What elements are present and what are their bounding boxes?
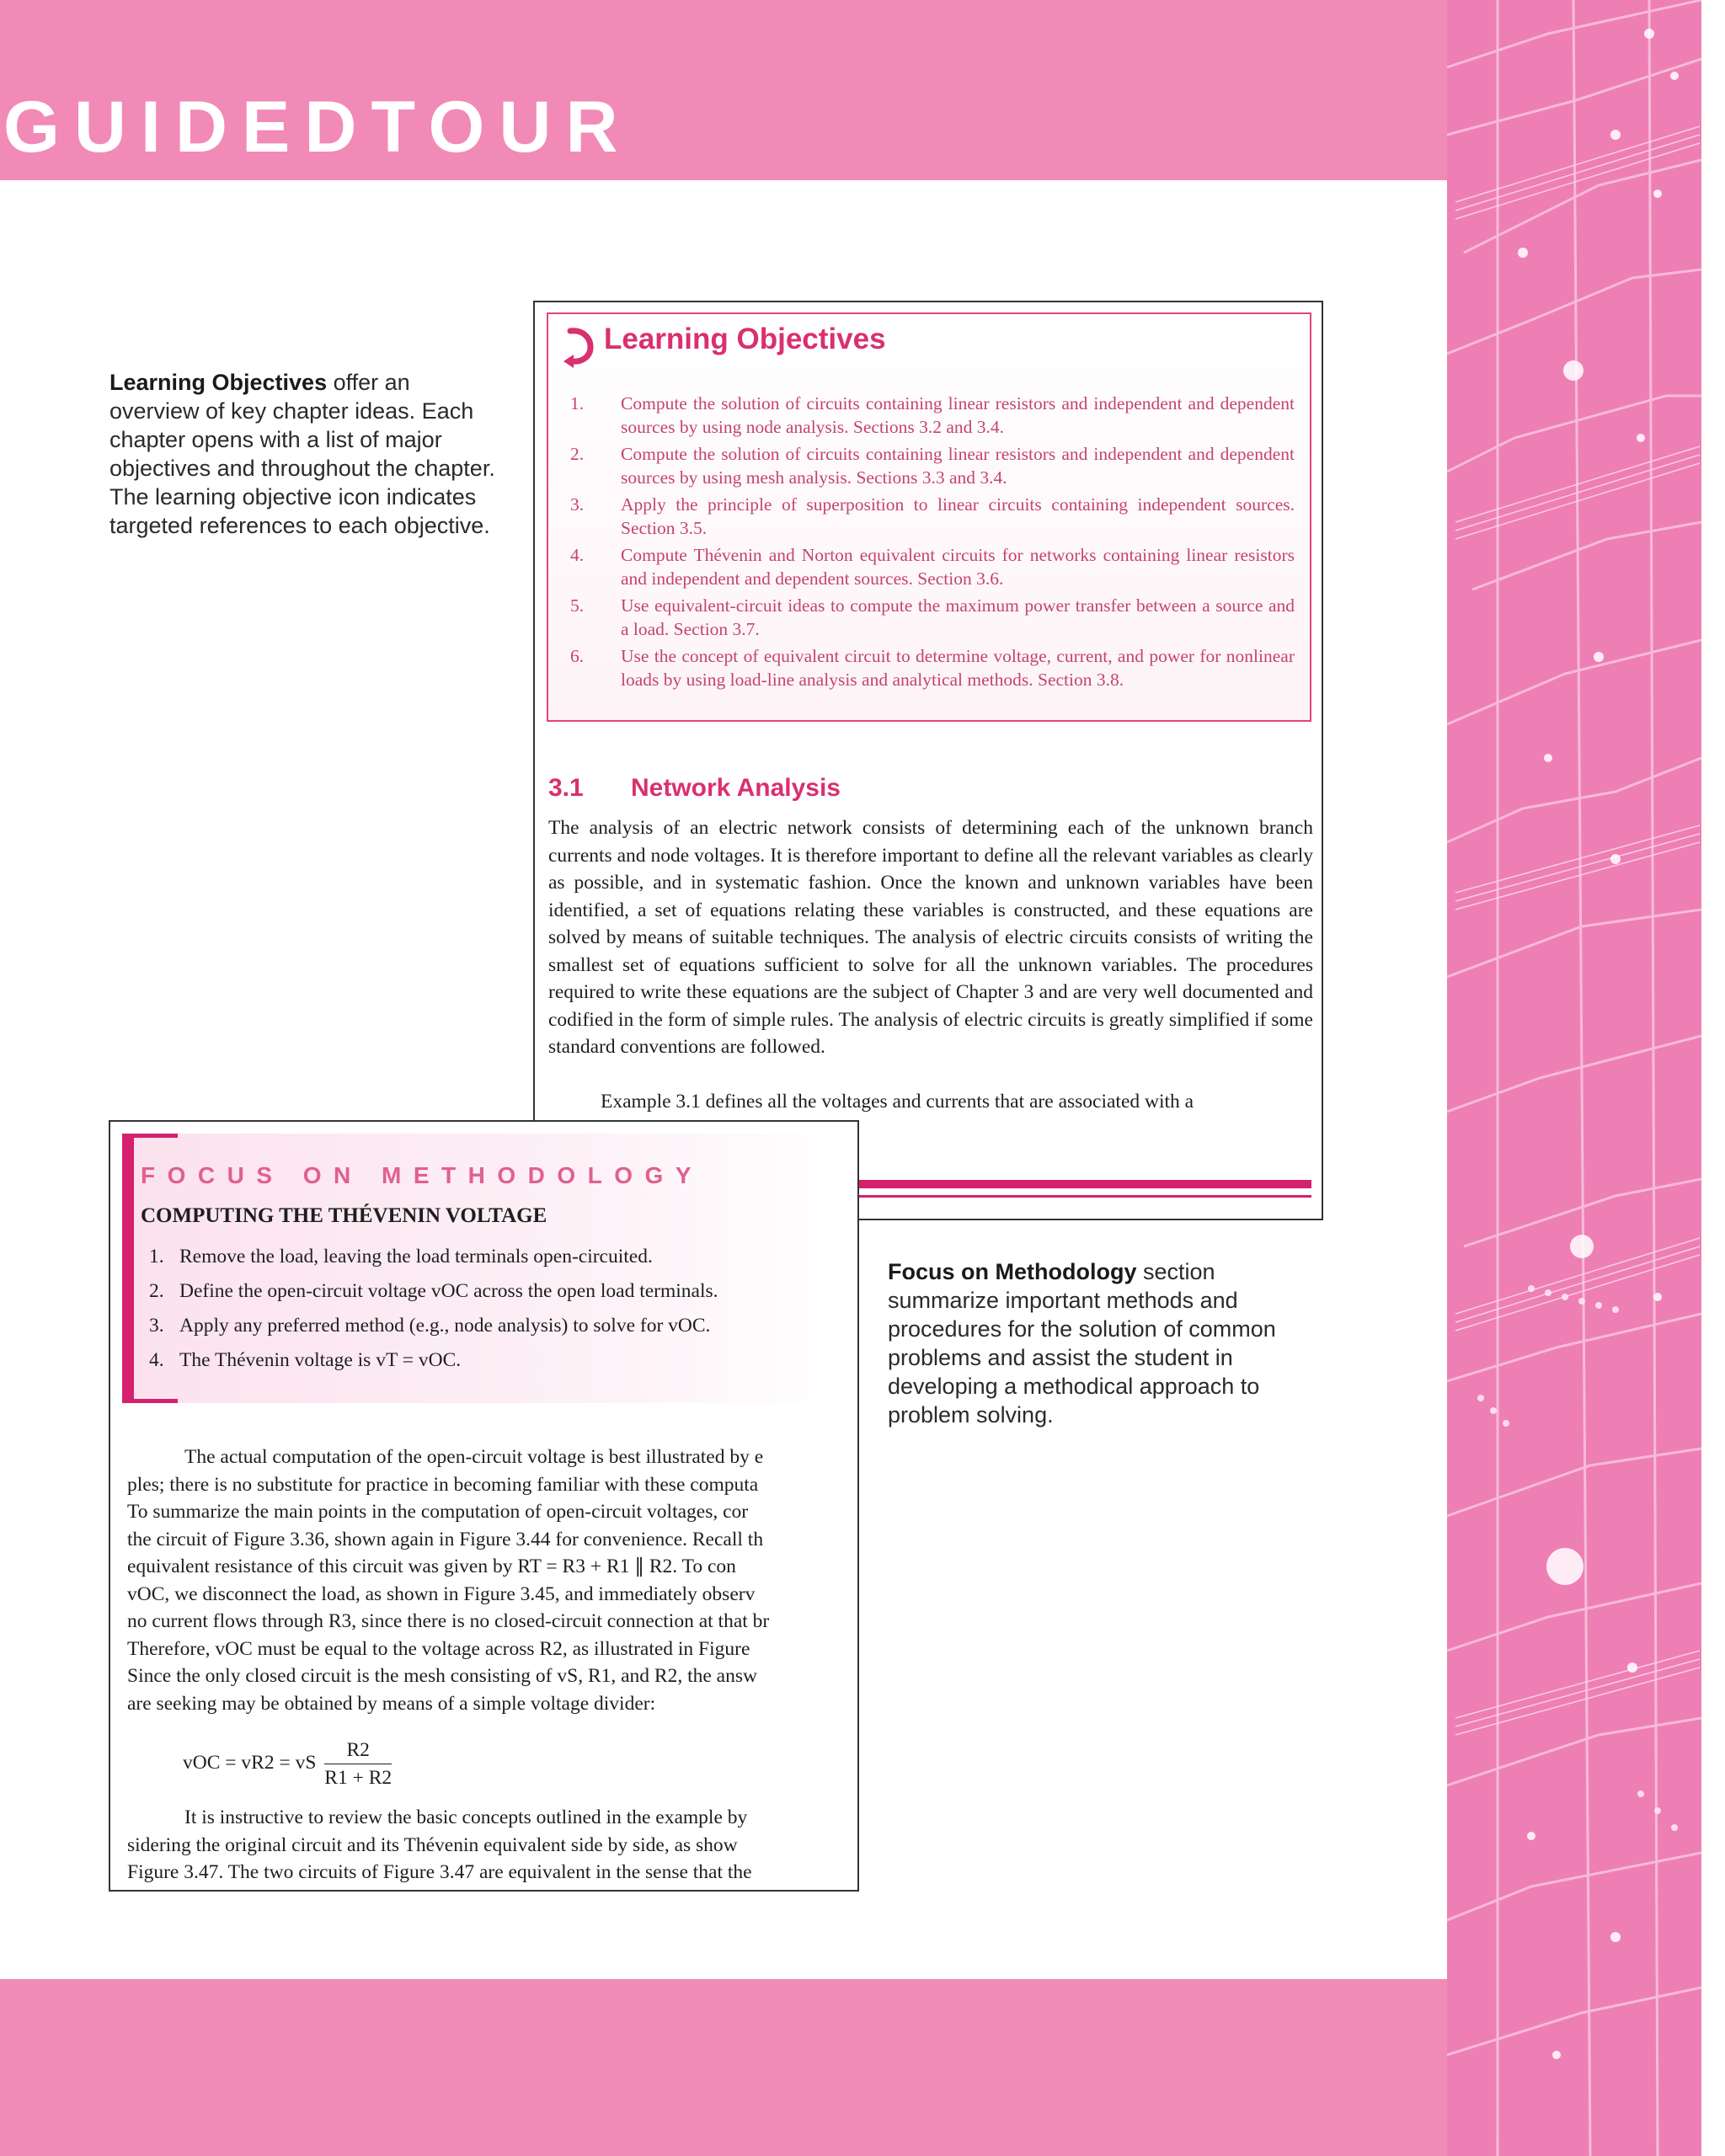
objective-number: 6.: [570, 646, 585, 666]
page-title: GUIDEDTOUR: [3, 87, 633, 168]
learning-objectives-page-sample: [533, 301, 1323, 1220]
objective-number: 3.: [570, 494, 585, 515]
body-line: To summarize the main points in the computation of open-circuit voltages, cor: [127, 1501, 749, 1523]
objective-item: [570, 392, 1295, 439]
objective-item: [570, 644, 1295, 691]
methodology-step: [141, 1309, 814, 1343]
caption-bold-term: Learning Objectives: [109, 370, 328, 395]
learning-objectives-box: [547, 312, 1311, 722]
equation-lhs: vOC = vR2 = vS: [183, 1751, 317, 1774]
equation-numerator: R2: [346, 1739, 370, 1761]
step-number: 3.: [149, 1315, 164, 1337]
step-text: Remove the load, leaving the load terminals open-circuited.: [179, 1246, 653, 1267]
methodology-title: COMPUTING THE THÉVENIN VOLTAGE: [141, 1204, 547, 1227]
step-text: Define the open-circuit voltage vOC across the open load terminals.: [179, 1280, 718, 1302]
objective-item: [570, 543, 1295, 590]
methodology-body-text: [127, 1444, 859, 1717]
objective-item: [570, 493, 1295, 540]
step-text: Apply any preferred method (e.g., node analysis) to solve for vOC.: [179, 1315, 711, 1337]
objective-text: Use the concept of equivalent circuit to determine voltage, current, and power for nonlinear loads by using load-line analysis and analytical methods. Section 3.8.: [621, 646, 1295, 690]
body-line: no current flows through R3, since there is no closed-circuit connection at that br: [127, 1610, 770, 1632]
methodology-step: [141, 1240, 814, 1274]
section-paragraph: The analysis of an electric network consists of determining each of the unknown branch currents and node voltages. It is therefore important to define all the relevant variables as clearly as possible, and in systematic fashion. Once the known and unknown variables have been identified, a set of equations relating these variables is constructed, and these equations are solved by means of suitable techniques. The analysis of electric circuits consists of writing the smallest set of equations sufficient to solve for all the unknown variables. The procedures required to write these equations are the subject of Chapter 3 and are very well documented and codified in the form of simple rules. The analysis of electric circuits is greatly simplified if some standard conventions are followed.: [548, 817, 1313, 1058]
objective-number: 2.: [570, 444, 585, 464]
caption-bold-term: Focus on Methodology: [888, 1259, 1137, 1284]
objective-number: 1.: [570, 393, 585, 414]
section-number: 3.1: [548, 774, 584, 802]
equation-fraction: [324, 1737, 392, 1791]
objective-item: [570, 594, 1295, 641]
section-rule: [858, 1180, 1311, 1188]
caption-text: section summarize important methods and procedures for the solution of common problems and assist the student in developing a methodical approach to problem solving.: [888, 1259, 1276, 1428]
caption-text: offer an overview of key chapter ideas. Each chapter opens with a list of major objectives and throughout the chapter. The learning objective icon indicates targeted references to each objective.: [109, 370, 495, 538]
learning-objectives-list: [570, 392, 1295, 695]
objective-text: Compute Thévenin and Norton equivalent circuits for networks containing linear resistors and independent and dependent sources. Section 3.6.: [621, 545, 1295, 589]
body-line: It is instructive to review the basic concepts outlined in the example by: [184, 1806, 748, 1828]
focus-methodology-caption: [888, 1257, 1292, 1429]
objective-text: Compute the solution of circuits containing linear resistors and independent and dependent sources by using mesh analysis. Sections 3.3 and 3.4.: [621, 444, 1295, 488]
objective-text: Compute the solution of circuits containing linear resistors and independent and dependent sources by using node analysis. Sections 3.2 and 3.4.: [621, 393, 1295, 437]
focus-methodology-page-sample: [109, 1120, 859, 1892]
circuit-board-decoration: [1447, 0, 1701, 2156]
circuit-pattern-image: [1447, 0, 1701, 2156]
methodology-bracket-top: [122, 1134, 178, 1138]
voltage-divider-equation: [183, 1737, 392, 1791]
objective-item: [570, 442, 1295, 489]
body-line: Since the only closed circuit is the mesh consisting of vS, R1, and R2, the answ: [127, 1665, 757, 1687]
section-title: Network Analysis: [631, 774, 841, 802]
objective-text: Apply the principle of superposition to linear circuits containing independent sources. Section 3.5.: [621, 494, 1295, 538]
objective-text: Use equivalent-circuit ideas to compute the maximum power transfer between a source and a load. Section 3.7.: [621, 595, 1295, 639]
body-line: equivalent resistance of this circuit was given by RT = R3 + R1 ∥ R2. To con: [127, 1556, 736, 1577]
body-line: Therefore, vOC must be equal to the voltage across R2, as illustrated in Figure: [127, 1637, 750, 1660]
learning-objectives-heading: Learning Objectives: [604, 323, 886, 355]
objective-number: 4.: [570, 545, 585, 565]
step-number: 2.: [149, 1280, 164, 1302]
methodology-after-text: [127, 1804, 859, 1886]
methodology-step: [141, 1343, 814, 1378]
methodology-bracket-bottom: [122, 1399, 178, 1403]
section-heading: [548, 774, 841, 803]
section-rule-thin: [858, 1195, 1311, 1198]
methodology-step: [141, 1274, 814, 1309]
methodology-steps: [141, 1240, 814, 1378]
learning-objectives-caption: [109, 368, 505, 540]
objective-number: 5.: [570, 595, 585, 616]
methodology-label: FOCUS ON METHODOLOGY: [141, 1162, 703, 1188]
body-line: sidering the original circuit and its Thévenin equivalent side by side, as show: [127, 1833, 738, 1856]
step-number: 4.: [149, 1349, 164, 1371]
section-next-line: Example 3.1 defines all the voltages and currents that are associated with a: [601, 1091, 1194, 1113]
step-number: 1.: [149, 1246, 164, 1267]
body-line: The actual computation of the open-circuit voltage is best illustrated by e: [184, 1446, 764, 1468]
body-line: ples; there is no substitute for practice in becoming familiar with these computa: [127, 1473, 759, 1496]
step-text: The Thévenin voltage is vT = vOC.: [179, 1349, 462, 1371]
body-line: are seeking may be obtained by means of a simple voltage divider:: [127, 1692, 656, 1715]
learning-objective-arrow-icon: [560, 324, 602, 368]
body-line: the circuit of Figure 3.36, shown again in Figure 3.44 for convenience. Recall th: [127, 1528, 764, 1550]
equation-denominator: R1 + R2: [324, 1764, 392, 1791]
footer-band: [0, 1979, 1447, 2156]
body-line: Figure 3.47. The two circuits of Figure 3.47 are equivalent in the sense that the: [127, 1861, 752, 1883]
body-line: vOC, we disconnect the load, as shown in Figure 3.45, and immediately observ: [127, 1582, 756, 1605]
